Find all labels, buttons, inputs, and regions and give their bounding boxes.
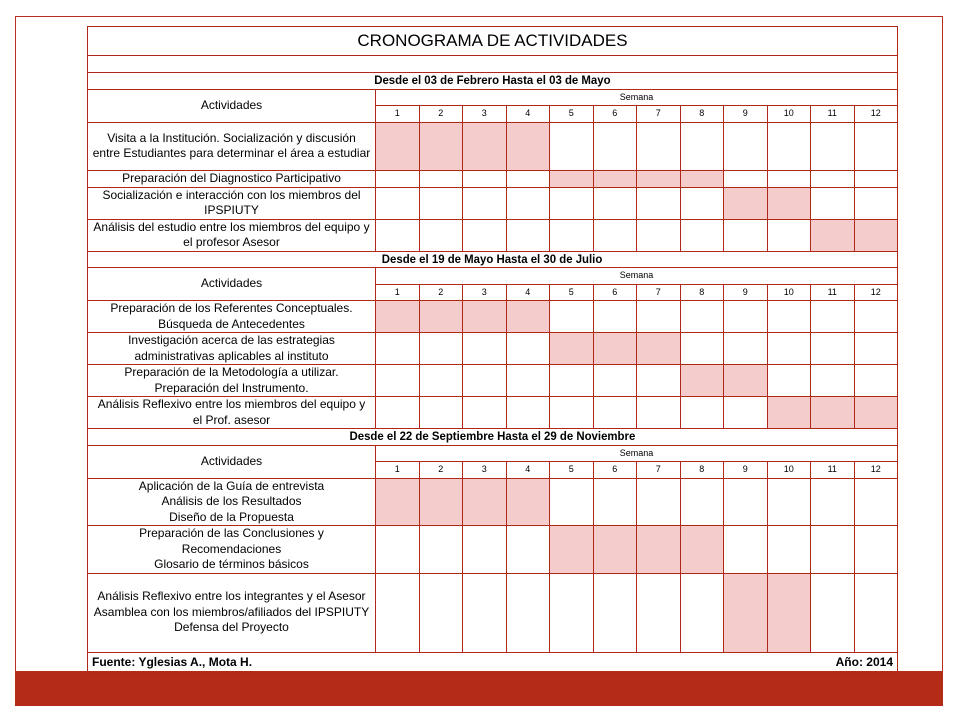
week-number: 4 <box>506 284 550 301</box>
activity-line: Defensa del Proyecto <box>174 620 289 635</box>
week-cell <box>724 333 768 365</box>
week-cell <box>550 187 594 219</box>
week-number: 1 <box>376 106 420 123</box>
scheduled-week-cell <box>637 333 681 365</box>
week-number: 2 <box>419 462 463 479</box>
week-cell <box>811 170 855 187</box>
week-cell <box>724 301 768 333</box>
activities-header: Actividades <box>88 445 376 478</box>
blank-cell <box>88 56 898 73</box>
week-cell <box>506 365 550 397</box>
scheduled-week-cell <box>767 187 811 219</box>
week-cell <box>767 365 811 397</box>
week-cell <box>550 122 594 170</box>
scheduled-week-cell <box>376 301 420 333</box>
week-cell <box>593 365 637 397</box>
week-number: 5 <box>550 106 594 123</box>
week-cell <box>637 219 681 251</box>
activity-row <box>88 478 898 526</box>
week-number: 3 <box>463 106 507 123</box>
scheduled-week-cell <box>593 333 637 365</box>
week-cell <box>811 573 855 652</box>
activity-line: Preparación del Diagnostico Participativo <box>122 170 341 185</box>
week-cell <box>854 301 898 333</box>
activity-row <box>88 365 898 397</box>
week-cell <box>854 333 898 365</box>
week-cell <box>724 397 768 429</box>
week-cell <box>463 187 507 219</box>
footer-year: Año: 2014 <box>835 654 893 669</box>
period-row <box>88 429 898 446</box>
week-header: Semana <box>376 89 898 106</box>
activity-row <box>88 219 898 251</box>
scheduled-week-cell <box>767 573 811 652</box>
week-cell <box>767 219 811 251</box>
scheduled-week-cell <box>419 478 463 526</box>
period-row <box>88 251 898 268</box>
scheduled-week-cell <box>419 122 463 170</box>
week-cell <box>550 478 594 526</box>
week-cell <box>637 301 681 333</box>
blank-row <box>88 56 898 73</box>
week-number: 6 <box>593 284 637 301</box>
scheduled-week-cell <box>506 301 550 333</box>
week-number: 12 <box>854 462 898 479</box>
activity-name <box>88 365 376 397</box>
week-cell <box>854 526 898 574</box>
week-cell <box>419 219 463 251</box>
week-cell <box>463 333 507 365</box>
week-number: 8 <box>680 284 724 301</box>
scheduled-week-cell <box>463 301 507 333</box>
week-number: 3 <box>463 284 507 301</box>
header-row <box>88 89 898 106</box>
week-cell <box>550 573 594 652</box>
week-number: 7 <box>637 462 681 479</box>
week-cell <box>724 122 768 170</box>
footer-row <box>88 652 898 673</box>
week-cell <box>419 397 463 429</box>
period-text: Desde el 03 de Febrero Hasta el 03 de Mayo <box>374 73 611 87</box>
scheduled-week-cell <box>680 365 724 397</box>
activity-line: Preparación de las Conclusiones y Recomendaciones <box>139 526 324 556</box>
week-cell <box>811 526 855 574</box>
week-cell <box>680 187 724 219</box>
activity-line: Socialización e interacción con los miembros del IPSPIUTY <box>102 187 361 217</box>
activity-row <box>88 573 898 652</box>
week-number: 7 <box>637 106 681 123</box>
week-cell <box>506 187 550 219</box>
week-cell <box>593 122 637 170</box>
bottom-accent-bar <box>15 671 943 706</box>
week-cell <box>637 478 681 526</box>
scheduled-week-cell <box>463 478 507 526</box>
scheduled-week-cell <box>419 301 463 333</box>
activity-name <box>88 170 376 187</box>
week-cell <box>767 526 811 574</box>
week-number: 7 <box>637 284 681 301</box>
scheduled-week-cell <box>376 122 420 170</box>
header-row <box>88 268 898 285</box>
scheduled-week-cell <box>376 478 420 526</box>
week-cell <box>593 301 637 333</box>
week-cell <box>637 365 681 397</box>
week-cell <box>463 397 507 429</box>
period-label <box>88 251 898 268</box>
week-cell <box>811 301 855 333</box>
week-cell <box>854 478 898 526</box>
activity-name <box>88 219 376 251</box>
period-text: Desde el 22 de Septiembre Hasta el 29 de Noviembre <box>349 429 636 443</box>
scheduled-week-cell <box>593 170 637 187</box>
activity-row <box>88 526 898 574</box>
week-cell <box>811 365 855 397</box>
activities-header: Actividades <box>88 89 376 122</box>
week-cell <box>506 333 550 365</box>
week-number: 5 <box>550 462 594 479</box>
week-cell <box>680 478 724 526</box>
week-number: 3 <box>463 462 507 479</box>
week-number: 6 <box>593 462 637 479</box>
week-cell <box>419 365 463 397</box>
week-number: 1 <box>376 462 420 479</box>
week-number: 8 <box>680 462 724 479</box>
week-header: Semana <box>376 268 898 285</box>
activity-row <box>88 333 898 365</box>
activity-line: Análisis Reflexivo entre los miembros del equipo y el Prof. asesor <box>97 397 366 427</box>
week-number: 12 <box>854 106 898 123</box>
week-cell <box>376 333 420 365</box>
week-cell <box>550 301 594 333</box>
week-cell <box>811 187 855 219</box>
scheduled-week-cell <box>593 526 637 574</box>
activity-line: Aplicación de la Guía de entrevista <box>138 478 325 493</box>
week-cell <box>724 170 768 187</box>
week-cell <box>419 526 463 574</box>
week-number: 2 <box>419 284 463 301</box>
week-number: 2 <box>419 106 463 123</box>
week-cell <box>637 397 681 429</box>
activity-row <box>88 187 898 219</box>
activity-line: Preparación de los Referentes Conceptuales. Búsqueda de Antecedentes <box>110 301 353 331</box>
week-number: 9 <box>724 106 768 123</box>
activities-header: Actividades <box>88 268 376 301</box>
week-cell <box>463 573 507 652</box>
week-cell <box>593 478 637 526</box>
activity-line: Diseño de la Propuesta <box>169 509 294 524</box>
week-cell <box>506 526 550 574</box>
footer <box>88 652 898 673</box>
week-cell <box>593 397 637 429</box>
week-cell <box>463 170 507 187</box>
week-cell <box>419 187 463 219</box>
week-number: 11 <box>811 106 855 123</box>
activity-name <box>88 573 376 652</box>
week-cell <box>506 219 550 251</box>
week-cell <box>767 333 811 365</box>
week-cell <box>550 219 594 251</box>
week-number: 10 <box>767 106 811 123</box>
activity-name <box>88 478 376 526</box>
week-cell <box>376 397 420 429</box>
week-cell <box>811 478 855 526</box>
header-row <box>88 445 898 462</box>
week-cell <box>593 219 637 251</box>
scheduled-week-cell <box>811 219 855 251</box>
week-cell <box>376 526 420 574</box>
scheduled-week-cell <box>550 526 594 574</box>
week-cell <box>376 365 420 397</box>
activity-name <box>88 301 376 333</box>
week-cell <box>854 365 898 397</box>
week-number: 4 <box>506 106 550 123</box>
scheduled-week-cell <box>506 478 550 526</box>
activity-line: Análisis del estudio entre los miembros del equipo y el profesor Asesor <box>93 219 370 249</box>
schedule-table <box>87 26 898 674</box>
week-number: 1 <box>376 284 420 301</box>
activity-row <box>88 301 898 333</box>
week-cell <box>376 573 420 652</box>
week-number: 11 <box>811 284 855 301</box>
week-cell <box>463 365 507 397</box>
week-number: 5 <box>550 284 594 301</box>
week-cell <box>680 219 724 251</box>
week-cell <box>463 526 507 574</box>
week-cell <box>376 219 420 251</box>
activity-name <box>88 397 376 429</box>
week-cell <box>419 573 463 652</box>
week-cell <box>593 187 637 219</box>
week-number: 6 <box>593 106 637 123</box>
week-cell <box>550 365 594 397</box>
scheduled-week-cell <box>854 219 898 251</box>
week-number: 4 <box>506 462 550 479</box>
activity-row <box>88 170 898 187</box>
scheduled-week-cell <box>680 526 724 574</box>
scheduled-week-cell <box>463 122 507 170</box>
week-cell <box>811 333 855 365</box>
week-number: 11 <box>811 462 855 479</box>
activity-row <box>88 122 898 170</box>
week-cell <box>724 478 768 526</box>
week-number: 10 <box>767 462 811 479</box>
week-cell <box>724 526 768 574</box>
week-cell <box>854 170 898 187</box>
week-number: 10 <box>767 284 811 301</box>
scheduled-week-cell <box>550 170 594 187</box>
activity-line: Preparación de la Metodología a utilizar. Preparación del Instrumento. <box>124 365 339 395</box>
activity-line: Investigación acerca de las estrategias administrativas aplicables al instituto <box>128 333 335 363</box>
week-cell <box>550 397 594 429</box>
activity-line: Glosario de términos básicos <box>154 557 309 571</box>
title-row <box>88 27 898 56</box>
week-cell <box>680 333 724 365</box>
period-text: Desde el 19 de Mayo Hasta el 30 de Julio <box>382 251 603 266</box>
scheduled-week-cell <box>550 333 594 365</box>
scheduled-week-cell <box>811 397 855 429</box>
activity-name <box>88 333 376 365</box>
week-cell <box>854 573 898 652</box>
period-label <box>88 429 898 446</box>
activity-line: Análisis de los Resultados <box>161 494 302 508</box>
week-cell <box>680 573 724 652</box>
scheduled-week-cell <box>724 573 768 652</box>
activity-row <box>88 397 898 429</box>
week-cell <box>854 122 898 170</box>
week-cell <box>680 397 724 429</box>
week-cell <box>419 333 463 365</box>
week-cell <box>767 122 811 170</box>
scheduled-week-cell <box>637 526 681 574</box>
scheduled-week-cell <box>637 170 681 187</box>
activity-line: Análisis Reflexivo entre los integrantes y el Asesor <box>97 589 366 604</box>
week-number: 8 <box>680 106 724 123</box>
scheduled-week-cell <box>767 397 811 429</box>
footer-source: Fuente: Yglesias A., Mota H. <box>92 654 253 669</box>
week-cell <box>376 170 420 187</box>
scheduled-week-cell <box>854 397 898 429</box>
week-number: 12 <box>854 284 898 301</box>
scheduled-week-cell <box>724 365 768 397</box>
week-cell <box>637 573 681 652</box>
week-cell <box>811 122 855 170</box>
activity-name <box>88 122 376 170</box>
week-cell <box>767 170 811 187</box>
week-number: 9 <box>724 284 768 301</box>
week-cell <box>724 219 768 251</box>
week-cell <box>506 170 550 187</box>
week-cell <box>767 301 811 333</box>
week-cell <box>376 187 420 219</box>
schedule-title: CRONOGRAMA DE ACTIVIDADES <box>88 27 898 56</box>
scheduled-week-cell <box>724 187 768 219</box>
scheduled-week-cell <box>680 170 724 187</box>
week-cell <box>637 122 681 170</box>
week-cell <box>506 573 550 652</box>
week-cell <box>419 170 463 187</box>
activity-line: Visita a la Institución. Socialización y discusión entre Estudiantes para determinar el área a estudiar <box>92 130 371 160</box>
activity-line: Asamblea con los miembros/afiliados del IPSPIUTY <box>93 604 370 619</box>
week-number: 9 <box>724 462 768 479</box>
week-cell <box>637 187 681 219</box>
week-header: Semana <box>376 445 898 462</box>
period-row <box>88 73 898 90</box>
week-cell <box>593 573 637 652</box>
week-cell <box>767 478 811 526</box>
week-cell <box>463 219 507 251</box>
activity-name <box>88 187 376 219</box>
activity-name <box>88 526 376 574</box>
week-cell <box>854 187 898 219</box>
week-cell <box>680 122 724 170</box>
period-label <box>88 73 898 90</box>
week-cell <box>506 397 550 429</box>
week-cell <box>680 301 724 333</box>
scheduled-week-cell <box>506 122 550 170</box>
